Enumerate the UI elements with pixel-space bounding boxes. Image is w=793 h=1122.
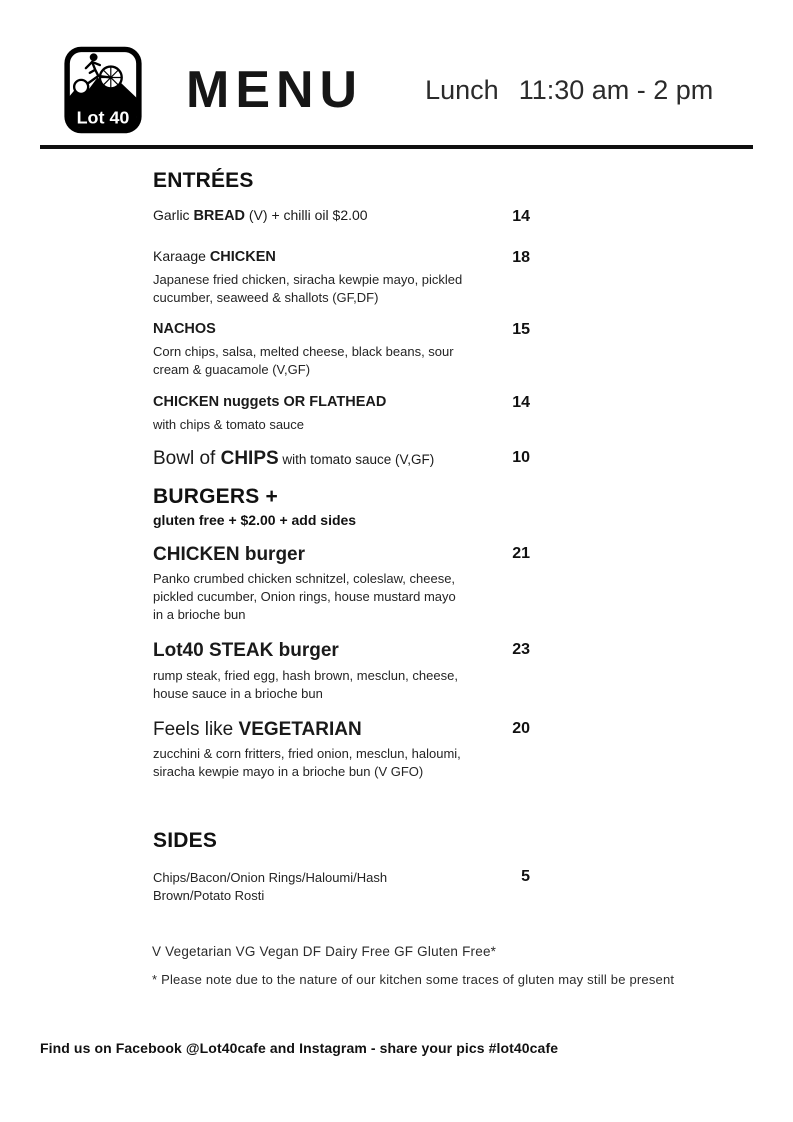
menu-item (153, 247, 530, 307)
item-title (153, 247, 483, 268)
item-text (153, 639, 483, 703)
service-hours (425, 75, 713, 106)
item-text (153, 866, 483, 905)
item-title (153, 319, 483, 340)
menu-sections (0, 149, 530, 905)
page-title: MENU (186, 61, 364, 119)
dietary-legend: V Vegetarian VG Vegan DF Dairy Free GF Gluten Free* (152, 944, 497, 960)
item-title-segment: VEGETARIAN (238, 718, 362, 740)
menu-item (153, 392, 530, 434)
gluten-disclaimer: * Please note due to the nature of our kitchen some traces of gluten may still be present (152, 972, 675, 988)
item-price: 15 (512, 321, 530, 339)
item-text (153, 319, 483, 379)
menu-section (153, 169, 530, 472)
menu-item (153, 447, 530, 472)
service-time: 11:30 am - 2 pm (518, 74, 714, 105)
section-heading: BURGERS + (153, 484, 278, 508)
item-price: 20 (512, 719, 530, 737)
menu-item (153, 639, 530, 703)
item-desc: rump steak, fried egg, hash brown, mesclun, cheese, house sauce in a brioche bun (153, 667, 458, 701)
service-name: Lunch (425, 74, 499, 105)
menu-item (153, 319, 530, 379)
item-desc: with chips & tomato sauce (153, 416, 305, 432)
item-desc: Japanese fried chicken, siracha kewpie mayo, pickled cucumber, seaweed & shallots (GF,DF) (153, 271, 463, 305)
item-text (153, 718, 483, 782)
bike-front-wheel-icon (74, 80, 88, 94)
item-desc: zucchini & corn fritters, fried onion, mesclun, haloumi, siracha kewpie mayo in a brioche bun (V GFO) (153, 746, 461, 780)
item-desc: Chips/Bacon/Onion Rings/Haloumi/Hash Brown/Potato Rosti (153, 870, 388, 904)
item-title-segment: Lot40 STEAK burger (153, 640, 339, 662)
item-price: 14 (512, 394, 530, 412)
item-title-segment: Feels like (153, 718, 239, 740)
item-price: 23 (512, 641, 530, 659)
item-title-segment: NACHOS (153, 321, 216, 338)
menu-item (153, 206, 530, 227)
item-title-segment: with tomato sauce (V,GF) (278, 451, 435, 467)
section-subtitle: gluten free + $2.00 + add sides (153, 511, 357, 528)
item-title-segment: Karaage (153, 247, 210, 264)
item-title (153, 206, 483, 227)
menu-header (0, 0, 793, 136)
item-title (153, 718, 483, 743)
item-text (153, 543, 483, 625)
item-price: 5 (521, 868, 530, 886)
menu-section (153, 485, 530, 782)
item-title-segment: CHIPS (220, 447, 279, 469)
item-text (153, 447, 483, 472)
menu-notes (0, 918, 793, 987)
item-title-segment: (V) + chilli oil $2.00 (245, 207, 368, 223)
item-text (153, 206, 483, 227)
item-desc: Panko crumbed chicken schnitzel, coleslaw, cheese, pickled cucumber, Onion rings, house mustard mayo in a brioche bun (153, 571, 456, 623)
item-title (153, 392, 483, 413)
section-heading: ENTRÉES (153, 169, 254, 192)
item-title-segment: Garlic (153, 207, 194, 223)
menu-item (153, 543, 530, 625)
item-desc: Corn chips, salsa, melted cheese, black beans, sour cream & guacamole (V,GF) (153, 344, 454, 378)
item-text (153, 392, 483, 434)
item-price: 21 (512, 544, 530, 562)
item-title (153, 447, 483, 472)
item-price: 10 (512, 448, 530, 466)
item-title-segment: CHICKEN (209, 248, 276, 265)
rider-head-icon (90, 53, 98, 61)
lot40-logo (64, 44, 142, 136)
menu-section (153, 829, 530, 905)
menu-item (153, 718, 530, 782)
menu-item (153, 866, 530, 905)
item-title-segment: CHICKEN burger (153, 543, 306, 565)
item-title-segment: Bowl of (153, 447, 221, 469)
social-footer: Find us on Facebook @Lot40cafe and Instagram - share your pics #lot40cafe (40, 1040, 559, 1056)
item-title (153, 543, 483, 568)
item-price: 14 (512, 208, 530, 225)
item-title (153, 639, 483, 664)
section-heading: SIDES (153, 829, 218, 853)
item-title-segment: BREAD (193, 208, 246, 224)
item-title-segment: CHICKEN nuggets OR FLATHEAD (153, 394, 387, 411)
item-price: 18 (512, 248, 530, 266)
logo-text: Lot 40 (76, 107, 130, 128)
item-text (153, 247, 483, 307)
